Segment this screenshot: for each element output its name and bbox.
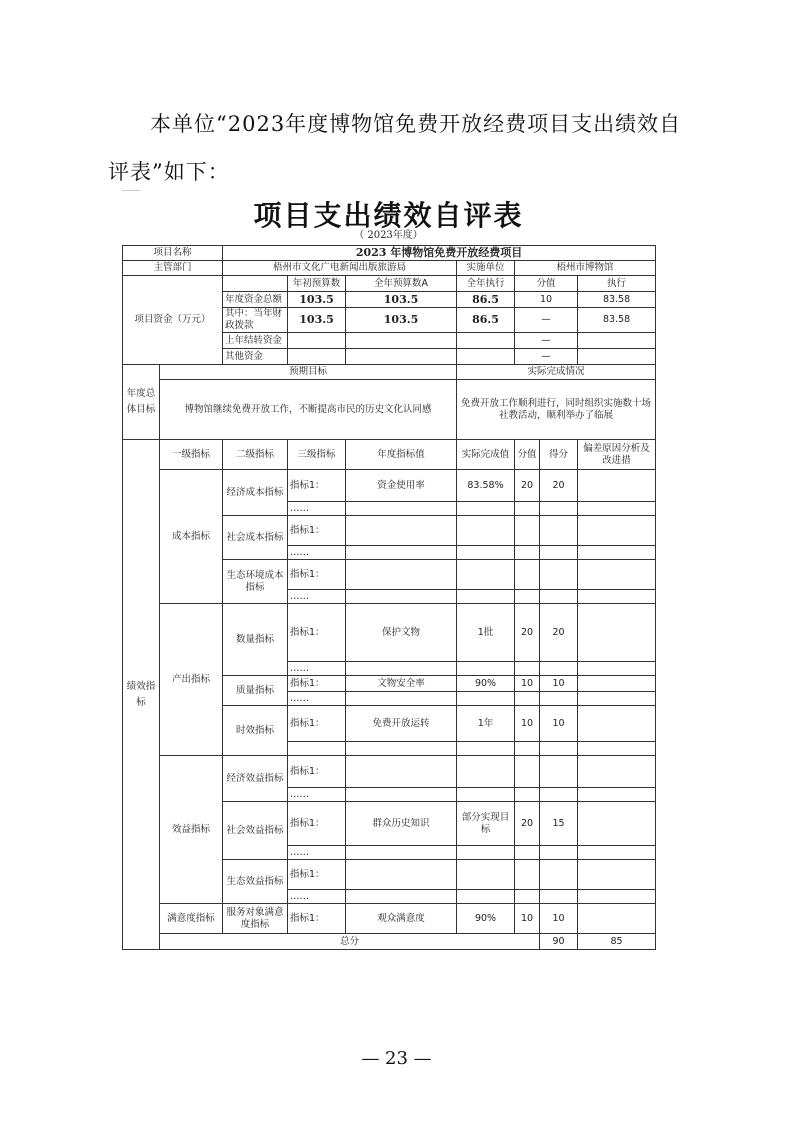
indicator-score: 10: [515, 676, 540, 692]
indicator-target: 群众历史知识: [346, 802, 457, 846]
indicator-more: ……: [288, 692, 346, 706]
indicator-name: 指标1：: [288, 904, 346, 934]
indicator-more: ……: [288, 788, 346, 802]
funds-annual: [346, 349, 457, 365]
funds-rate: [578, 349, 656, 365]
funds-annual: 103.5: [346, 308, 457, 333]
funds-name: 上年结转资金: [223, 333, 288, 349]
timeliness-label: 时效指标: [223, 706, 288, 756]
indicator-name: 指标1：: [288, 516, 346, 546]
indicator-score: 20: [515, 802, 540, 846]
indicator-more: ……: [288, 590, 346, 604]
indicator-reason: [578, 470, 656, 502]
indicator-name: 指标1：: [288, 860, 346, 890]
funds-init: 103.5: [288, 292, 346, 308]
ind-header-actual: 实际完成值: [457, 440, 515, 470]
funds-col-init: 年初预算数: [288, 276, 346, 292]
dept-label: 主管部门: [123, 261, 223, 276]
funds-col-rate: 执行: [578, 276, 656, 292]
funds-annual: [346, 333, 457, 349]
department-row: [123, 261, 656, 276]
page-number: — 23 —: [361, 1048, 432, 1069]
indicator-get: 20: [540, 470, 578, 502]
indicator-more: ……: [288, 890, 346, 904]
goals-content-row: [123, 380, 656, 440]
ind-header-level3: 三级指标: [288, 440, 346, 470]
quality-label: 质量指标: [223, 676, 288, 706]
indicator-get: 10: [540, 904, 578, 934]
indicator-actual: 1年: [457, 706, 515, 742]
goals-actual-label: 实际完成情况: [457, 365, 656, 380]
social-benefit-label: 社会效益指标: [223, 802, 288, 860]
intro-paragraph: 本单位“2023年度博物馆免费开放经费项目支出绩效自评表”如下：: [108, 112, 682, 184]
funds-score: 10: [515, 292, 578, 308]
goals-expected-label: 预期目标: [160, 365, 457, 380]
economic-benefit-label: 经济效益指标: [223, 756, 288, 802]
indicator-name: 指标1：: [288, 604, 346, 662]
funds-rate: 83.58: [578, 308, 656, 333]
indicator-actual: 90%: [457, 676, 515, 692]
funds-name: 其他资金: [223, 349, 288, 365]
indicator-reason: [578, 676, 656, 692]
impl-value: 梧州市博物馆: [515, 261, 656, 276]
indicator-score: 20: [515, 470, 540, 502]
table-year: （ 2023年度）: [354, 230, 423, 241]
funds-annual: 103.5: [346, 292, 457, 308]
indicator-name: 指标1：: [288, 756, 346, 788]
funds-name: 其中：当年财政拨款: [223, 308, 288, 333]
funds-exec: [457, 349, 515, 365]
ind-header-level2: 二级指标: [223, 440, 288, 470]
indicator-reason: [578, 706, 656, 742]
indicator-more: ……: [288, 502, 346, 516]
funds-col-annual: 全年预算数A: [346, 276, 457, 292]
funds-label: 项目资金（万元）: [123, 276, 223, 365]
indicator-score: 10: [515, 706, 540, 742]
indicator-get: 10: [540, 676, 578, 692]
funds-blank: [223, 276, 288, 292]
indicators-header-row: [123, 440, 656, 470]
indicator-reason: [578, 604, 656, 662]
ind-header-get: 得分: [540, 440, 578, 470]
funds-col-score: 分值: [515, 276, 578, 292]
indicator-get: 15: [540, 802, 578, 846]
total-label: 总分: [160, 934, 540, 950]
indicator-more: ……: [288, 662, 346, 676]
dept-value: 梧州市文化广电新闻出版旅游局: [223, 261, 457, 276]
indicator-name: 指标1：: [288, 802, 346, 846]
ind-header-target: 年度指标值: [346, 440, 457, 470]
indicator-target: 资金使用率: [346, 470, 457, 502]
satisfaction-sub-label: 服务对象满意度指标: [223, 904, 288, 934]
eco-cost-label: 生态环境成本指标: [223, 560, 288, 604]
indicator-name: 指标1：: [288, 470, 346, 502]
eco-benefit-label: 生态效益指标: [223, 860, 288, 904]
indicator-score: 10: [515, 904, 540, 934]
social-cost-label: 社会成本指标: [223, 516, 288, 560]
funds-score: —: [515, 308, 578, 333]
funds-rate: 83.58: [578, 292, 656, 308]
indicator-row: [123, 756, 656, 788]
indicator-target: 文物安全率: [346, 676, 457, 692]
impl-label: 实施单位: [457, 261, 515, 276]
funds-score: —: [515, 349, 578, 365]
indicator-target: 保护文物: [346, 604, 457, 662]
project-name-label: 项目名称: [123, 246, 223, 261]
funds-name: 年度资金总额: [223, 292, 288, 308]
indicator-more: ……: [288, 846, 346, 860]
project-name: 2023 年博物馆免费开放经费项目: [223, 246, 656, 261]
indicator-name: 指标1：: [288, 560, 346, 590]
quantity-label: 数量指标: [223, 604, 288, 676]
funds-init: [288, 349, 346, 365]
indicator-get: 10: [540, 706, 578, 742]
indicator-row: [123, 604, 656, 662]
funds-init: 103.5: [288, 308, 346, 333]
funds-init: [288, 333, 346, 349]
satisfaction-label: 满意度指标: [160, 904, 223, 934]
goals-label: 年度总体目标: [123, 365, 160, 440]
indicator-actual: 90%: [457, 904, 515, 934]
goals-expected: 博物馆继续免费开放工作，不断提高市民的历史文化认同感: [160, 380, 457, 440]
indicator-target: 观众满意度: [346, 904, 457, 934]
funds-rate: [578, 333, 656, 349]
funds-header-row: [123, 276, 656, 292]
table-title: 项目支出绩效自评表: [253, 199, 524, 232]
indicator-reason: [578, 802, 656, 846]
funds-col-exec: 全年执行: [457, 276, 515, 292]
benefit-label: 效益指标: [160, 756, 223, 904]
funds-exec: 86.5: [457, 292, 515, 308]
ind-header-score: 分值: [515, 440, 540, 470]
total-get: 85: [578, 934, 656, 950]
funds-exec: 86.5: [457, 308, 515, 333]
goals-actual: 免费开放工作顺利进行，同时组织实施数十场社教活动，顺利举办了临展: [457, 380, 656, 440]
cost-label: 成本指标: [160, 470, 223, 604]
indicator-reason: [578, 904, 656, 934]
indicator-score: 20: [515, 604, 540, 662]
indicators-label: 绩效指标: [123, 440, 160, 950]
indicator-name: 指标1：: [288, 706, 346, 742]
indicator-get: 20: [540, 604, 578, 662]
project-name-row: [123, 246, 656, 261]
indicator-more: ……: [288, 546, 346, 560]
evaluation-table: [122, 245, 656, 950]
output-label: 产出指标: [160, 604, 223, 756]
total-row: [123, 934, 656, 950]
indicator-actual: 83.58%: [457, 470, 515, 502]
indicator-row: [123, 904, 656, 934]
indicator-name: 指标1：: [288, 676, 346, 692]
funds-score: —: [515, 333, 578, 349]
total-score: 90: [540, 934, 578, 950]
ind-header-level1: 一级指标: [160, 440, 223, 470]
indicator-row: [123, 470, 656, 502]
separator-line: [122, 190, 140, 191]
goals-header-row: [123, 365, 656, 380]
indicator-actual: 部分实现目标: [457, 802, 515, 846]
indicator-actual: 1批: [457, 604, 515, 662]
ind-header-reason: 偏差原因分析及改进措: [578, 440, 656, 470]
economic-cost-label: 经济成本指标: [223, 470, 288, 516]
funds-exec: [457, 333, 515, 349]
indicator-target: 免费开放运转: [346, 706, 457, 742]
